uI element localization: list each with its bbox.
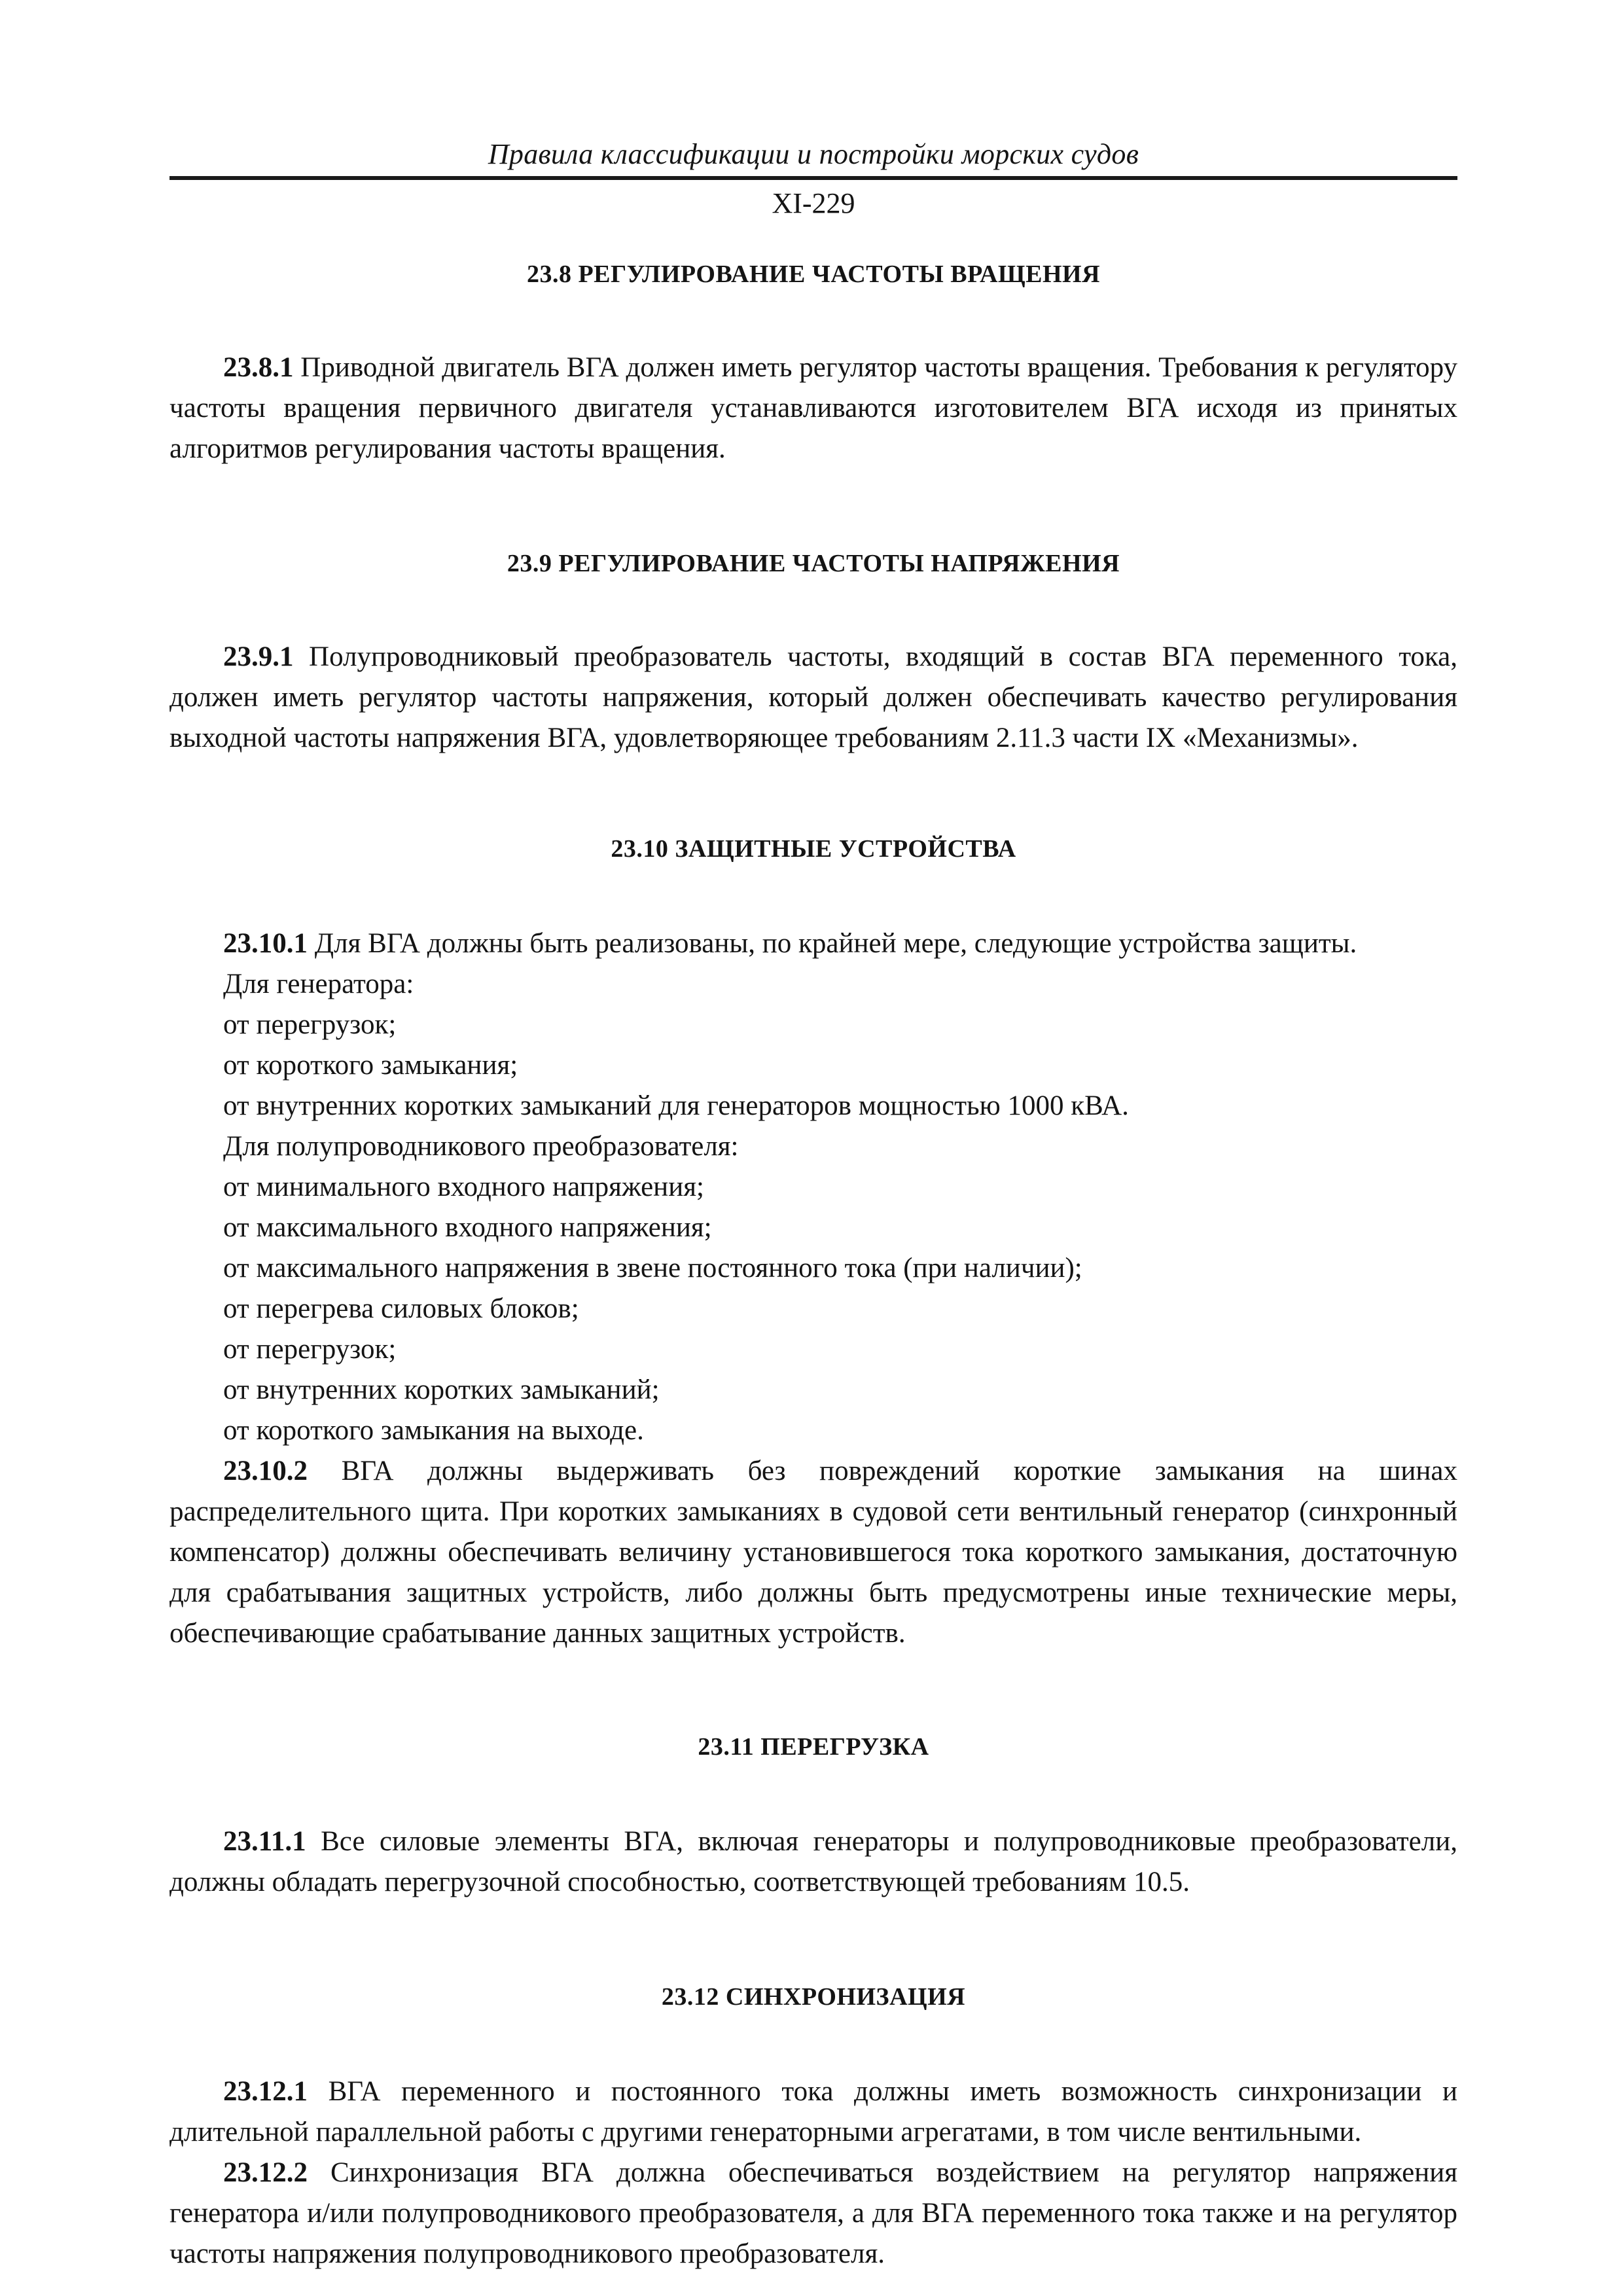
clause-text: ВГА должны выдерживать без повреждений короткие замыкания на шинах распределительного щита. При коротких замыканиях в судовой сети вентильный генератор (синхронный компенсатор) должны обеспечивать величину установившегося тока короткого замыкания, достаточную для срабатывания защитных устройств, либо должны быть предусмотрены иные технические меры, обеспечивающие срабатывание данных защитных устройств. [169, 1456, 1457, 1649]
clause-text: ВГА переменного и постоянного тока должны иметь возможность синхронизации и длительной параллельной работы с другими генераторными агрегатами, в том числе вентильными. [169, 2076, 1457, 2147]
running-title: Правила классификации и постройки морских судов [488, 138, 1139, 170]
clause-number: 23.11.1 [223, 1826, 306, 1857]
paragraph-23-9-1 [169, 637, 1457, 759]
section-heading-23-12: 23.12 СИНХРОНИЗАЦИЯ [661, 1983, 966, 2011]
clause-text: Синхронизация ВГА должна обеспечиваться воздействием на регулятор напряжения генератора и/или полупроводникового преобразователя, а для ВГА переменного тока также и на регулятор частоты напряжения полупроводникового преобразователя. [169, 2157, 1457, 2269]
clause-text: Все силовые элементы ВГА, включая генераторы и полупроводниковые преобразователи, должны обладать перегрузочной способностью, соответствующей требованиям 10.5. [169, 1826, 1457, 1897]
list-item: от минимального входного напряжения; [223, 1172, 704, 1202]
paragraph-23-8-1 [169, 348, 1457, 469]
clause-number: 23.12.2 [223, 2157, 308, 2188]
list-item: Для генератора: [223, 969, 414, 999]
section-heading-23-9: 23.9 РЕГУЛИРОВАНИЕ ЧАСТОТЫ НАПРЯЖЕНИЯ [507, 550, 1120, 577]
document-page [169, 134, 1457, 2274]
header-rule [169, 176, 1457, 180]
paragraph-23-11-1 [169, 1821, 1457, 1903]
list-item: от максимального входного напряжения; [223, 1212, 712, 1243]
list-item: от перегрузок; [223, 1334, 397, 1365]
clause-number: 23.12.1 [223, 2076, 308, 2107]
list-item: от перегрева силовых блоков; [223, 1293, 579, 1324]
list-item: от максимального напряжения в звене постоянного тока (при наличии); [223, 1253, 1082, 1283]
paragraph-23-12-1 [169, 2072, 1457, 2153]
clause-text: Приводной двигатель ВГА должен иметь регулятор частоты вращения. Требования к регулятору частоты вращения первичного двигателя устанавливаются изготовителем ВГА исходя из принятых алгоритмов регулирования частоты вращения. [169, 352, 1457, 464]
clause-text: Полупроводниковый преобразователь частоты, входящий в состав ВГА переменного тока, должен иметь регулятор частоты напряжения, который должен обеспечивать качество регулирования выходной частоты напряжения ВГА, удовлетворяющее требованиям 2.11.3 части IX «Механизмы». [169, 641, 1457, 753]
section-heading-23-8: 23.8 РЕГУЛИРОВАНИЕ ЧАСТОТЫ ВРАЩЕНИЯ [526, 260, 1101, 288]
list-item: от внутренних коротких замыканий; [223, 1374, 660, 1405]
list-item: от перегрузок; [223, 1009, 397, 1040]
clause-text: Для ВГА должны быть реализованы, по крайней мере, следующие устройства защиты. [308, 928, 1357, 959]
section-heading-23-10: 23.10 ЗАЩИТНЫЕ УСТРОЙСТВА [611, 835, 1016, 863]
list-item: Для полупроводникового преобразователя: [223, 1131, 739, 1162]
paragraph-23-12-2 [169, 2153, 1457, 2274]
list-item: от внутренних коротких замыканий для генераторов мощностью 1000 кВА. [223, 1090, 1129, 1121]
clause-number: 23.8.1 [223, 352, 294, 383]
list-item: от короткого замыкания на выходе. [223, 1415, 644, 1446]
paragraph-23-10-2 [169, 1451, 1457, 1654]
list-item: от короткого замыкания; [223, 1050, 518, 1081]
protection-list [169, 964, 1457, 1451]
clause-number: 23.10.2 [223, 1456, 308, 1486]
clause-number: 23.10.1 [223, 928, 308, 959]
section-heading-23-11: 23.11 ПЕРЕГРУЗКА [698, 1733, 929, 1761]
paragraph-23-10-1 [169, 924, 1457, 964]
clause-number: 23.9.1 [223, 641, 294, 672]
page-number: XI-229 [772, 187, 855, 219]
